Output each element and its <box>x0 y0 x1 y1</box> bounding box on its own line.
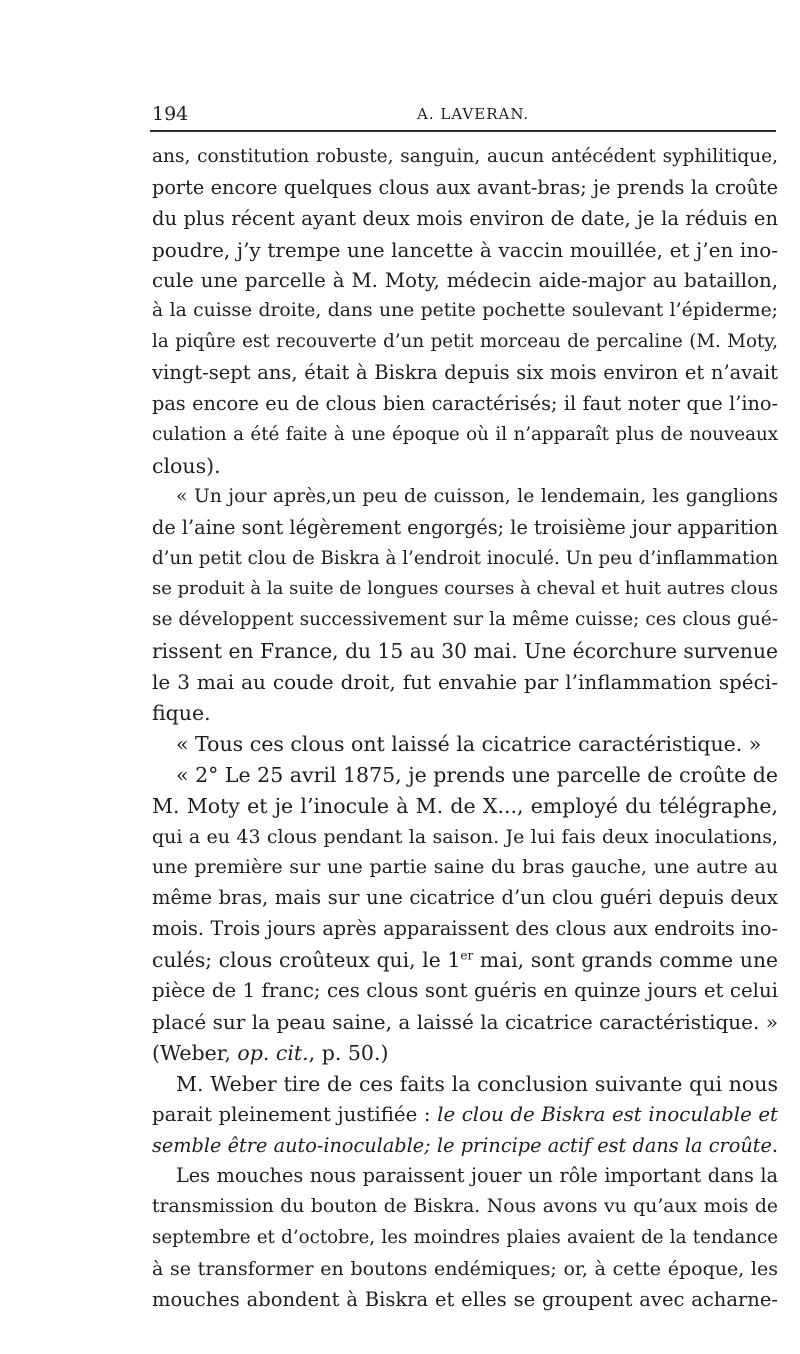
text-line: porte encore quelques clous aux avant-bras; je prends la croûte <box>152 175 778 199</box>
text-line <box>152 945 778 976</box>
text-line: vingt-sept ans, était à Biskra depuis six mois environ et n’avait <box>152 361 778 385</box>
text-line: fique. <box>152 701 211 726</box>
text-line: se développent successivement sur la même cuisse; ces clous gué- <box>152 609 778 631</box>
line-text: culés; clous croûteux qui, le 1 <box>152 948 461 973</box>
text-line: à se transformer en boutons endémiques; or, à cette époque, les <box>152 1258 778 1281</box>
text-line: rissent en France, du 15 au 30 mai. Une écorchure survenue <box>152 639 778 664</box>
text-line: même bras, mais sur une cicatrice d’un clou guéri depuis deux <box>152 886 778 910</box>
text-line: pièce de 1 franc; ces clous sont guéris en quinze jours et celui <box>152 979 778 1003</box>
text-line: placé sur la peau saine, a laissé la cicatrice caractéristique. » <box>152 1009 778 1034</box>
header-rule <box>150 130 776 132</box>
text-line: mois. Trois jours après apparaissent des clous aux endroits ino- <box>152 917 778 941</box>
text-line: pas encore eu de clous bien caractérisés; il faut noter que l’ino- <box>152 392 778 416</box>
text-line: de l’aine sont légèrement engorgés; le troisième jour apparition <box>152 515 778 539</box>
page-header <box>152 103 778 127</box>
text-line: une première sur une partie saine du bras gauche, une autre au <box>152 856 778 879</box>
text-line: ans, constitution robuste, sanguin, aucun antécédent syphilitique, <box>152 146 778 167</box>
citation-line: (Weber, op. cit., p. 50.) <box>152 1040 389 1065</box>
text-line: M. Moty et je l’inocule à M. de X..., employé du télégraphe, <box>152 793 778 818</box>
text-line: du plus récent ayant deux mois environ de date, je la réduis en <box>152 206 778 230</box>
text-line: se produit à la suite de longues courses à cheval et huit autres clous <box>152 578 778 600</box>
text-line: la piqûre est recouverte d’un petit morceau de percaline (M. Moty, <box>152 331 778 353</box>
line-text-continued: mai, sont grands comme une <box>473 948 778 973</box>
text-line: clous). <box>152 453 221 478</box>
text-line: semble être auto-inoculable; le principe actif est dans la croûte. <box>152 1133 778 1157</box>
text-line: qui a eu 43 clous pendant la saison. Je lui fais deux inoculations, <box>152 825 778 848</box>
text-line: « 2° Le 25 avril 1875, je prends une parcelle de croûte de <box>176 762 778 787</box>
text-line: parait pleinement justifiée : le clou de Biskra est inoculable et <box>152 1102 778 1126</box>
text-line: transmission du bouton de Biskra. Nous avons vu qu’aux mois de <box>152 1196 778 1218</box>
text-line: cule une parcelle à M. Moty, médecin aide-major au bataillon, <box>152 268 778 292</box>
superscript: er <box>460 948 474 963</box>
body-text <box>152 142 778 1316</box>
text-line: Les mouches nous paraissent jouer un rôle important dans la <box>176 1164 778 1188</box>
text-line: « Un jour après,un peu de cuisson, le lendemain, les ganglions <box>176 485 778 507</box>
text-line: M. Weber tire de ces faits la conclusion suivante qui nous <box>176 1071 778 1096</box>
text-line: d’un petit clou de Biskra à l’endroit inoculé. Un peu d’inflammation <box>152 547 778 569</box>
text-line: le 3 mai au coude droit, fut envahie par l’inflammation spéci- <box>152 670 778 695</box>
text-line: septembre et d’octobre, les moindres plaies avaient de la tendance <box>152 1227 778 1249</box>
text-line: à la cuisse droite, dans une petite pochette soulevant l’épiderme; <box>152 300 778 322</box>
text-line: mouches abondent à Biskra et elles se groupent avec acharne- <box>152 1287 778 1311</box>
text-line: poudre, j’y trempe une lancette à vaccin mouillée, et j’en ino- <box>152 237 778 262</box>
running-head: A. LAVERAN. <box>417 105 530 123</box>
text-line: « Tous ces clous ont laissé la cicatrice caractéristique. » <box>176 731 762 756</box>
text-line: culation a été faite à une époque où il n’apparaît plus de nouveaux <box>152 424 778 446</box>
page-number: 194 <box>152 103 189 125</box>
